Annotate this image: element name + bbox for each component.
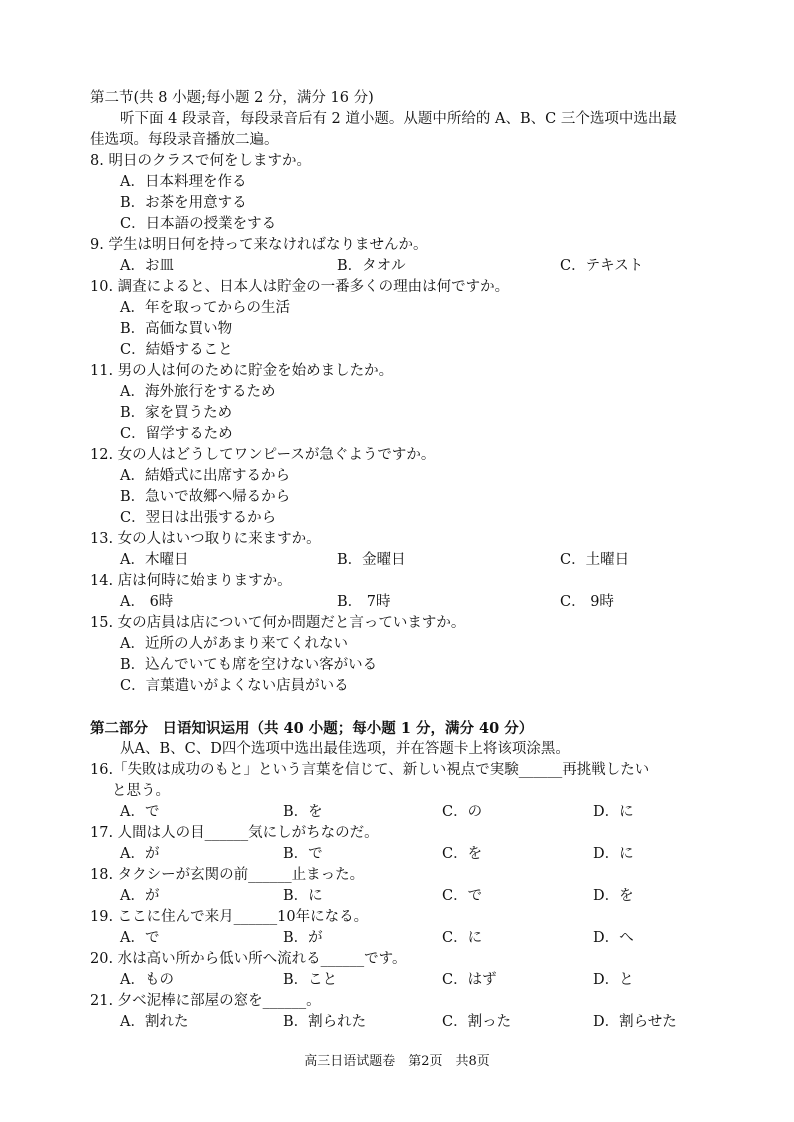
option-17c[interactable]: C．を xyxy=(442,846,483,862)
option-14a[interactable]: A． 6時 xyxy=(120,594,174,610)
option-10c[interactable]: C．結婚すること xyxy=(120,342,233,358)
option-18b[interactable]: B．に xyxy=(283,888,323,904)
option-8b[interactable]: B．お茶を用意する xyxy=(120,195,247,211)
option-20a[interactable]: A．もの xyxy=(120,972,174,988)
option-19b[interactable]: B．が xyxy=(283,930,323,946)
page-footer: 高三日语试题卷 第2页 共8页 xyxy=(304,1054,490,1069)
question-12: 12. 女の人はどうしてワンピースが急ぐようですか。 xyxy=(90,447,436,463)
option-13c[interactable]: C．土曜日 xyxy=(560,552,630,568)
option-19a[interactable]: A．で xyxy=(120,930,160,946)
option-15c[interactable]: C．言葉遣いがよくない店員がいる xyxy=(120,678,349,694)
option-9a[interactable]: A．お皿 xyxy=(120,258,174,274)
option-14b[interactable]: B． 7時 xyxy=(337,594,391,610)
option-19c[interactable]: C．に xyxy=(442,930,483,946)
option-16c[interactable]: C．の xyxy=(442,804,483,820)
option-8c[interactable]: C．日本語の授業をする xyxy=(120,216,277,232)
option-11a[interactable]: A．海外旅行をするため xyxy=(120,384,276,400)
option-14c[interactable]: C． 9時 xyxy=(560,594,614,610)
question-8: 8. 明日のクラスで何をしますか。 xyxy=(90,153,312,169)
option-12a[interactable]: A．結婚式に出席するから xyxy=(120,468,290,484)
option-21a[interactable]: A．割れた xyxy=(120,1014,189,1030)
option-18d[interactable]: D．を xyxy=(593,888,634,904)
option-10b[interactable]: B．高価な買い物 xyxy=(120,321,233,337)
question-10: 10. 調査によると、日本人は貯金の一番多くの理由は何ですか。 xyxy=(90,279,510,295)
option-17b[interactable]: B．で xyxy=(283,846,323,862)
option-20c[interactable]: C．はず xyxy=(442,972,497,988)
question-15: 15. 女の店員は店について何か問題だと言っていますか。 xyxy=(90,615,466,631)
section-heading: 第二节(共 8 小题;每小题 2 分，满分 16 分) xyxy=(90,90,374,106)
option-13a[interactable]: A．木曜日 xyxy=(120,552,189,568)
option-17a[interactable]: A．が xyxy=(120,846,160,862)
question-20: 20. 水は高い所から低い所へ流れる______です。 xyxy=(90,951,407,967)
question-14: 14. 店は何時に始まりますか。 xyxy=(90,573,292,589)
question-18: 18. タクシーが玄関の前______止まった。 xyxy=(90,867,365,883)
part2-heading: 第二部分 日语知识运用（共 40 小题；每小题 1 分，满分 40 分） xyxy=(90,720,534,737)
option-16a[interactable]: A．で xyxy=(120,804,160,820)
question-11: 11. 男の人は何のために貯金を始めましたか。 xyxy=(90,363,394,379)
question-16: 16.「失敗は成功のもと」という言葉を信じて、新しい視点で実験______再挑戦したい xyxy=(90,762,650,778)
option-16b[interactable]: B．を xyxy=(283,804,323,820)
option-20b[interactable]: B．こと xyxy=(283,972,338,988)
question-19: 19. ここに住んで来月______10年になる。 xyxy=(90,909,369,925)
question-13: 13. 女の人はいつ取りに来ますか。 xyxy=(90,531,321,547)
option-11b[interactable]: B．家を買うため xyxy=(120,405,233,421)
option-21d[interactable]: D．割らせた xyxy=(593,1014,677,1030)
option-9b[interactable]: B．タオル xyxy=(337,258,406,274)
option-20d[interactable]: D．と xyxy=(593,972,634,988)
option-9c[interactable]: C．テキスト xyxy=(560,258,644,274)
option-12c[interactable]: C．翌日は出張するから xyxy=(120,510,277,526)
option-10a[interactable]: A．年を取ってからの生活 xyxy=(120,300,290,316)
section-instruction: 听下面 4 段录音，每段录音后有 2 道小题。从题中所给的 A、B、C 三个选项中选出最 xyxy=(120,111,677,127)
option-16d[interactable]: D．に xyxy=(593,804,634,820)
option-18c[interactable]: C．で xyxy=(442,888,483,904)
option-11c[interactable]: C．留学するため xyxy=(120,426,233,442)
option-21c[interactable]: C．割った xyxy=(442,1014,512,1030)
option-12b[interactable]: B．急いで故郷へ帰るから xyxy=(120,489,291,505)
option-21b[interactable]: B．割られた xyxy=(283,1014,367,1030)
option-19d[interactable]: D．へ xyxy=(593,930,634,946)
option-15a[interactable]: A．近所の人があまり来てくれない xyxy=(120,636,348,652)
part2-instruction: 从A、B、C、D四个选项中选出最佳选项，并在答题卡上将该项涂黑。 xyxy=(120,741,570,757)
option-18a[interactable]: A．が xyxy=(120,888,160,904)
option-8a[interactable]: A．日本料理を作る xyxy=(120,174,247,190)
option-15b[interactable]: B．込んでいても席を空けない客がいる xyxy=(120,657,378,673)
option-13b[interactable]: B．金曜日 xyxy=(337,552,406,568)
section-instruction-cont: 佳选项。每段录音播放二遍。 xyxy=(90,132,279,148)
option-17d[interactable]: D．に xyxy=(593,846,634,862)
question-16-cont: と思う。 xyxy=(112,783,170,799)
question-21: 21. 夕べ泥棒に部屋の窓を______。 xyxy=(90,993,321,1009)
question-17: 17. 人間は人の目______気にしがちなのだ。 xyxy=(90,825,379,841)
question-9: 9. 学生は明日何を持って来なければなりませんか。 xyxy=(90,237,428,253)
